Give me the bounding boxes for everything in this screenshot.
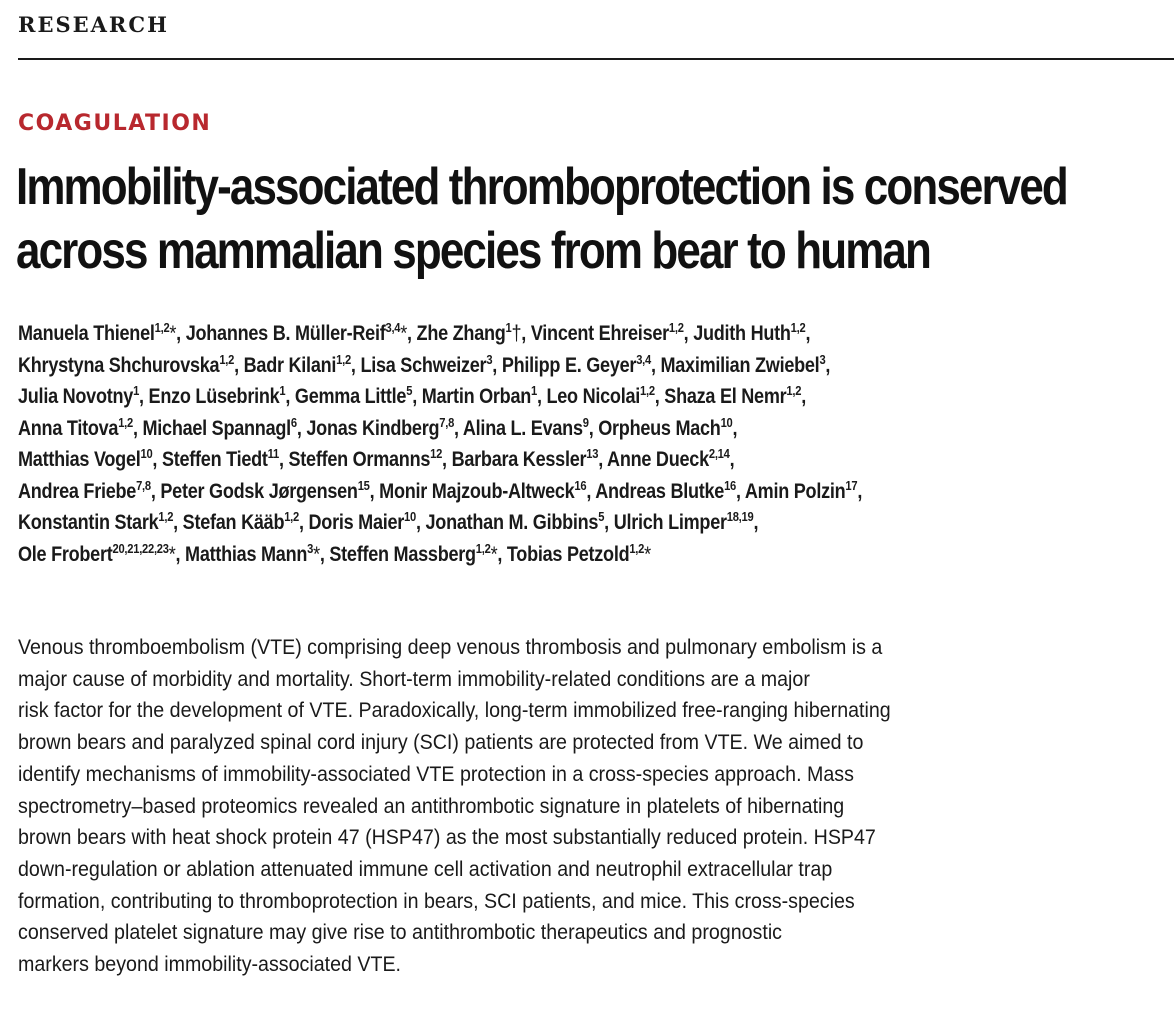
author-affiliation: 1,2 <box>640 383 655 398</box>
author-mark: * <box>169 322 177 345</box>
article-kicker: COAGULATION <box>18 111 212 136</box>
author-line <box>18 381 1174 413</box>
author-separator: , <box>173 511 183 534</box>
author-separator: , <box>415 511 426 534</box>
author-line <box>18 413 1174 445</box>
author-affiliation: 1,2 <box>629 540 645 556</box>
author-name-text: Alina L. Evans <box>462 416 583 440</box>
author-affiliation: 1,2 <box>154 320 170 335</box>
author-affiliation: 9 <box>582 414 589 430</box>
author-name <box>186 322 417 345</box>
author-name <box>744 477 863 503</box>
author-separator: , <box>729 448 735 471</box>
author-name-text: Maximilian Zwiebel <box>660 353 820 377</box>
author-name <box>18 385 149 408</box>
author-name-text: Khrystyna Shchurovska <box>18 353 220 377</box>
author-affiliation: 1,2 <box>336 351 351 367</box>
author-name-text: Leo Nicolai <box>546 385 641 408</box>
author-affiliation: 3 <box>819 351 826 367</box>
author-name <box>501 351 661 377</box>
author-line <box>18 444 1174 476</box>
author-affiliation: 2,14 <box>708 446 730 461</box>
author-line <box>18 476 1174 508</box>
author-name <box>531 322 693 345</box>
author-name <box>422 385 547 408</box>
author-affiliation: 1 <box>505 320 512 335</box>
author-mark: * <box>400 322 408 345</box>
author-affiliation: 12 <box>430 446 443 461</box>
author-name-text: Barbara Kessler <box>451 448 587 471</box>
author-separator: , <box>278 448 289 471</box>
author-affiliation: 1,2 <box>668 320 684 335</box>
author-name <box>18 477 161 503</box>
author-affiliation: 10 <box>404 509 416 524</box>
author-name <box>183 511 309 534</box>
author-separator: , <box>298 511 309 534</box>
author-name-text: Jonas Kindberg <box>306 416 440 440</box>
author-separator: , <box>150 479 161 503</box>
author-affiliation: 16 <box>724 477 737 493</box>
abstract-line: spectrometry–based proteomics revealed an antithrombotic signature in platelets of hibernating <box>18 794 845 818</box>
author-name-text: Matthias Vogel <box>18 448 141 471</box>
author-mark: * <box>313 542 320 566</box>
author-affiliation: 20,21,22,23 <box>112 540 169 556</box>
author-name-text: Shaza El Nemr <box>664 385 787 408</box>
author-name <box>379 477 596 503</box>
author-list <box>18 318 1174 570</box>
author-line <box>18 507 1174 539</box>
author-name <box>295 385 422 408</box>
author-separator: , <box>586 479 596 503</box>
author-name <box>18 322 186 345</box>
author-name-text: Anne Dueck <box>607 448 709 471</box>
author-name <box>18 351 244 377</box>
author-affiliation: 1,2 <box>219 351 235 367</box>
author-separator: , <box>604 511 614 534</box>
author-affiliation: 18,19 <box>726 509 754 524</box>
abstract-line: down-regulation or ablation attenuated immune cell activation and neutrophil extracellular trap <box>18 857 833 881</box>
author-separator: , <box>139 385 149 408</box>
author-separator: , <box>805 322 811 345</box>
author-affiliation: 16 <box>574 477 587 493</box>
author-separator: , <box>369 479 380 503</box>
author-name-text: Monir Majzoub-Altweck <box>379 479 575 503</box>
abstract-line: formation, contributing to thromboprotection in bears, SCI patients, and mice. This cross-species <box>18 889 855 913</box>
author-name <box>18 414 143 440</box>
author-name <box>693 322 810 345</box>
author-name <box>360 351 502 377</box>
author-separator: , <box>736 479 745 503</box>
author-affiliation: 5 <box>598 509 605 524</box>
author-mark: † <box>511 322 522 345</box>
author-affiliation: 3 <box>307 540 314 556</box>
author-separator: , <box>152 448 162 471</box>
author-mark: * <box>490 542 498 566</box>
author-name-text: Andrea Friebe <box>18 479 137 503</box>
author-separator: , <box>857 479 863 503</box>
author-name-text: Andreas Blutke <box>595 479 725 503</box>
author-name-text: Orpheus Mach <box>598 416 721 440</box>
abstract-line: brown bears and paralyzed spinal cord injury (SCI) patients are protected from VTE. We aimed to <box>18 731 864 755</box>
author-affiliation: 15 <box>357 477 370 493</box>
author-affiliation: 10 <box>140 446 153 461</box>
author-name-text: Steffen Massberg <box>329 542 476 566</box>
author-separator: , <box>132 416 143 440</box>
author-affiliation: 3,4 <box>385 320 401 335</box>
abstract-line: risk factor for the development of VTE. Paradoxically, long-term immobilized free-ranging hibernating <box>18 699 891 723</box>
author-affiliation: 1,2 <box>475 540 491 556</box>
author-affiliation: 1 <box>531 383 537 398</box>
author-name <box>185 540 330 566</box>
author-affiliation: 1,2 <box>118 414 133 430</box>
author-name-text: Martin Orban <box>421 385 532 408</box>
author-name-text: Zhe Zhang <box>416 322 506 345</box>
author-name-text: Konstantin Stark <box>18 511 159 534</box>
author-name-text: Vincent Ehreiser <box>530 322 669 345</box>
author-name-text: Johannes B. Müller-Reif <box>185 322 386 345</box>
author-separator: , <box>492 353 502 377</box>
author-name-text: Stefan Kääb <box>182 511 285 534</box>
author-name <box>309 511 426 534</box>
abstract-line: Venous thromboembolism (VTE) comprising deep venous thrombosis and pulmonary embolism is a <box>18 636 883 659</box>
author-name <box>306 414 463 440</box>
abstract-line: identify mechanisms of immobility-associated VTE protection in a cross-species approach. Mass <box>18 762 854 786</box>
author-name <box>142 414 307 440</box>
author-separator: , <box>454 416 463 440</box>
author-separator: , <box>497 542 507 566</box>
author-separator: , <box>319 542 330 566</box>
abstract-line: brown bears with heat shock protein 47 (HSP47) as the most substantially reduced protein. HSP47 <box>18 826 876 850</box>
author-name-text: Gemma Little <box>294 385 407 408</box>
author-affiliation: 1,2 <box>786 383 802 398</box>
author-affiliation: 1,2 <box>284 509 299 524</box>
article-title <box>16 155 1165 283</box>
author-name-text: Amin Polzin <box>744 479 846 503</box>
author-separator: , <box>234 353 244 377</box>
author-separator: , <box>412 385 422 408</box>
title-line: Immobility-associated thromboprotection is conserved <box>16 158 1067 216</box>
author-name <box>18 540 186 566</box>
author-name <box>149 385 295 408</box>
author-separator: , <box>753 511 759 534</box>
abstract-line: conserved platelet signature may give rise to antithrombotic therapeutics and prognostic <box>18 921 783 945</box>
author-name <box>417 322 531 345</box>
author-affiliation: 3,4 <box>636 351 651 367</box>
author-name-text: Anna Titova <box>18 416 119 440</box>
header-rule <box>18 58 1174 60</box>
author-name <box>595 477 745 503</box>
author-name-text: Manuela Thienel <box>18 322 155 345</box>
author-name <box>426 511 614 534</box>
section-label: RESEARCH <box>18 12 169 37</box>
author-name-text: Lisa Schweizer <box>360 353 487 377</box>
author-affiliation: 1,2 <box>158 509 174 524</box>
author-mark: * <box>168 542 176 566</box>
abstract <box>18 632 1174 981</box>
author-name <box>660 351 831 377</box>
author-separator: , <box>350 353 361 377</box>
author-name <box>462 414 599 440</box>
author-separator: , <box>683 322 694 345</box>
author-separator: , <box>442 448 452 471</box>
author-separator: , <box>650 353 661 377</box>
author-affiliation: 7,8 <box>136 477 151 493</box>
author-name-text: Enzo Lüsebrink <box>148 385 280 408</box>
author-name-text: Ulrich Limper <box>613 511 727 534</box>
author-name-text: Tobias Petzold <box>506 542 630 566</box>
author-name <box>243 351 361 377</box>
author-name <box>664 385 806 408</box>
author-separator: , <box>407 322 417 345</box>
author-affiliation: 1 <box>279 383 286 398</box>
author-separator: , <box>285 385 295 408</box>
author-name-text: Steffen Tiedt <box>161 448 268 471</box>
author-separator: , <box>588 416 599 440</box>
author-line <box>18 318 1174 350</box>
author-name-text: Judith Huth <box>693 322 791 345</box>
author-affiliation: 1 <box>133 383 140 398</box>
author-name-text: Matthias Mann <box>185 542 308 566</box>
author-affiliation: 10 <box>720 414 733 430</box>
author-name <box>452 448 607 471</box>
author-line <box>18 350 1174 382</box>
author-affiliation: 6 <box>290 414 297 430</box>
author-affiliation: 1,2 <box>790 320 806 335</box>
author-name-text: Jonathan M. Gibbins <box>425 511 599 534</box>
author-name <box>546 385 664 408</box>
author-name <box>162 448 289 471</box>
author-separator: , <box>296 416 307 440</box>
author-affiliation: 3 <box>486 351 493 367</box>
author-name <box>329 540 507 566</box>
author-name <box>614 511 759 534</box>
abstract-line: markers beyond immobility-associated VTE. <box>18 953 402 977</box>
author-separator: , <box>536 385 547 408</box>
author-name <box>160 477 380 503</box>
author-separator: , <box>175 542 186 566</box>
author-name-text: Ole Frobert <box>18 542 113 566</box>
author-separator: , <box>521 322 531 345</box>
author-name <box>598 414 738 440</box>
author-affiliation: 5 <box>406 383 413 398</box>
author-name-text: Philipp E. Geyer <box>501 353 637 377</box>
author-affiliation: 7,8 <box>439 414 455 430</box>
title-line: across mammalian species from bear to human <box>16 222 930 280</box>
author-name-text: Michael Spannagl <box>142 416 291 440</box>
author-name-text: Badr Kilani <box>243 353 337 377</box>
author-name-text: Steffen Ormanns <box>288 448 431 471</box>
author-name <box>607 448 734 471</box>
author-name-text: Peter Godsk Jørgensen <box>160 479 358 503</box>
author-name <box>18 511 183 534</box>
author-line <box>18 539 1174 571</box>
author-separator: , <box>654 385 665 408</box>
abstract-line: major cause of morbidity and mortality. Short-term immobility-related conditions are a major <box>18 667 810 691</box>
author-name <box>18 448 162 471</box>
author-name-text: Doris Maier <box>308 511 405 534</box>
author-separator: , <box>598 448 608 471</box>
author-affiliation: 13 <box>586 446 599 461</box>
author-separator: , <box>732 416 738 440</box>
author-mark: * <box>644 542 651 566</box>
author-separator: , <box>801 385 806 408</box>
author-affiliation: 11 <box>267 446 279 461</box>
author-affiliation: 17 <box>845 477 858 493</box>
author-separator: , <box>825 353 831 377</box>
author-name <box>288 448 451 471</box>
author-name-text: Julia Novotny <box>18 385 134 408</box>
author-name <box>506 540 651 566</box>
author-separator: , <box>176 322 186 345</box>
